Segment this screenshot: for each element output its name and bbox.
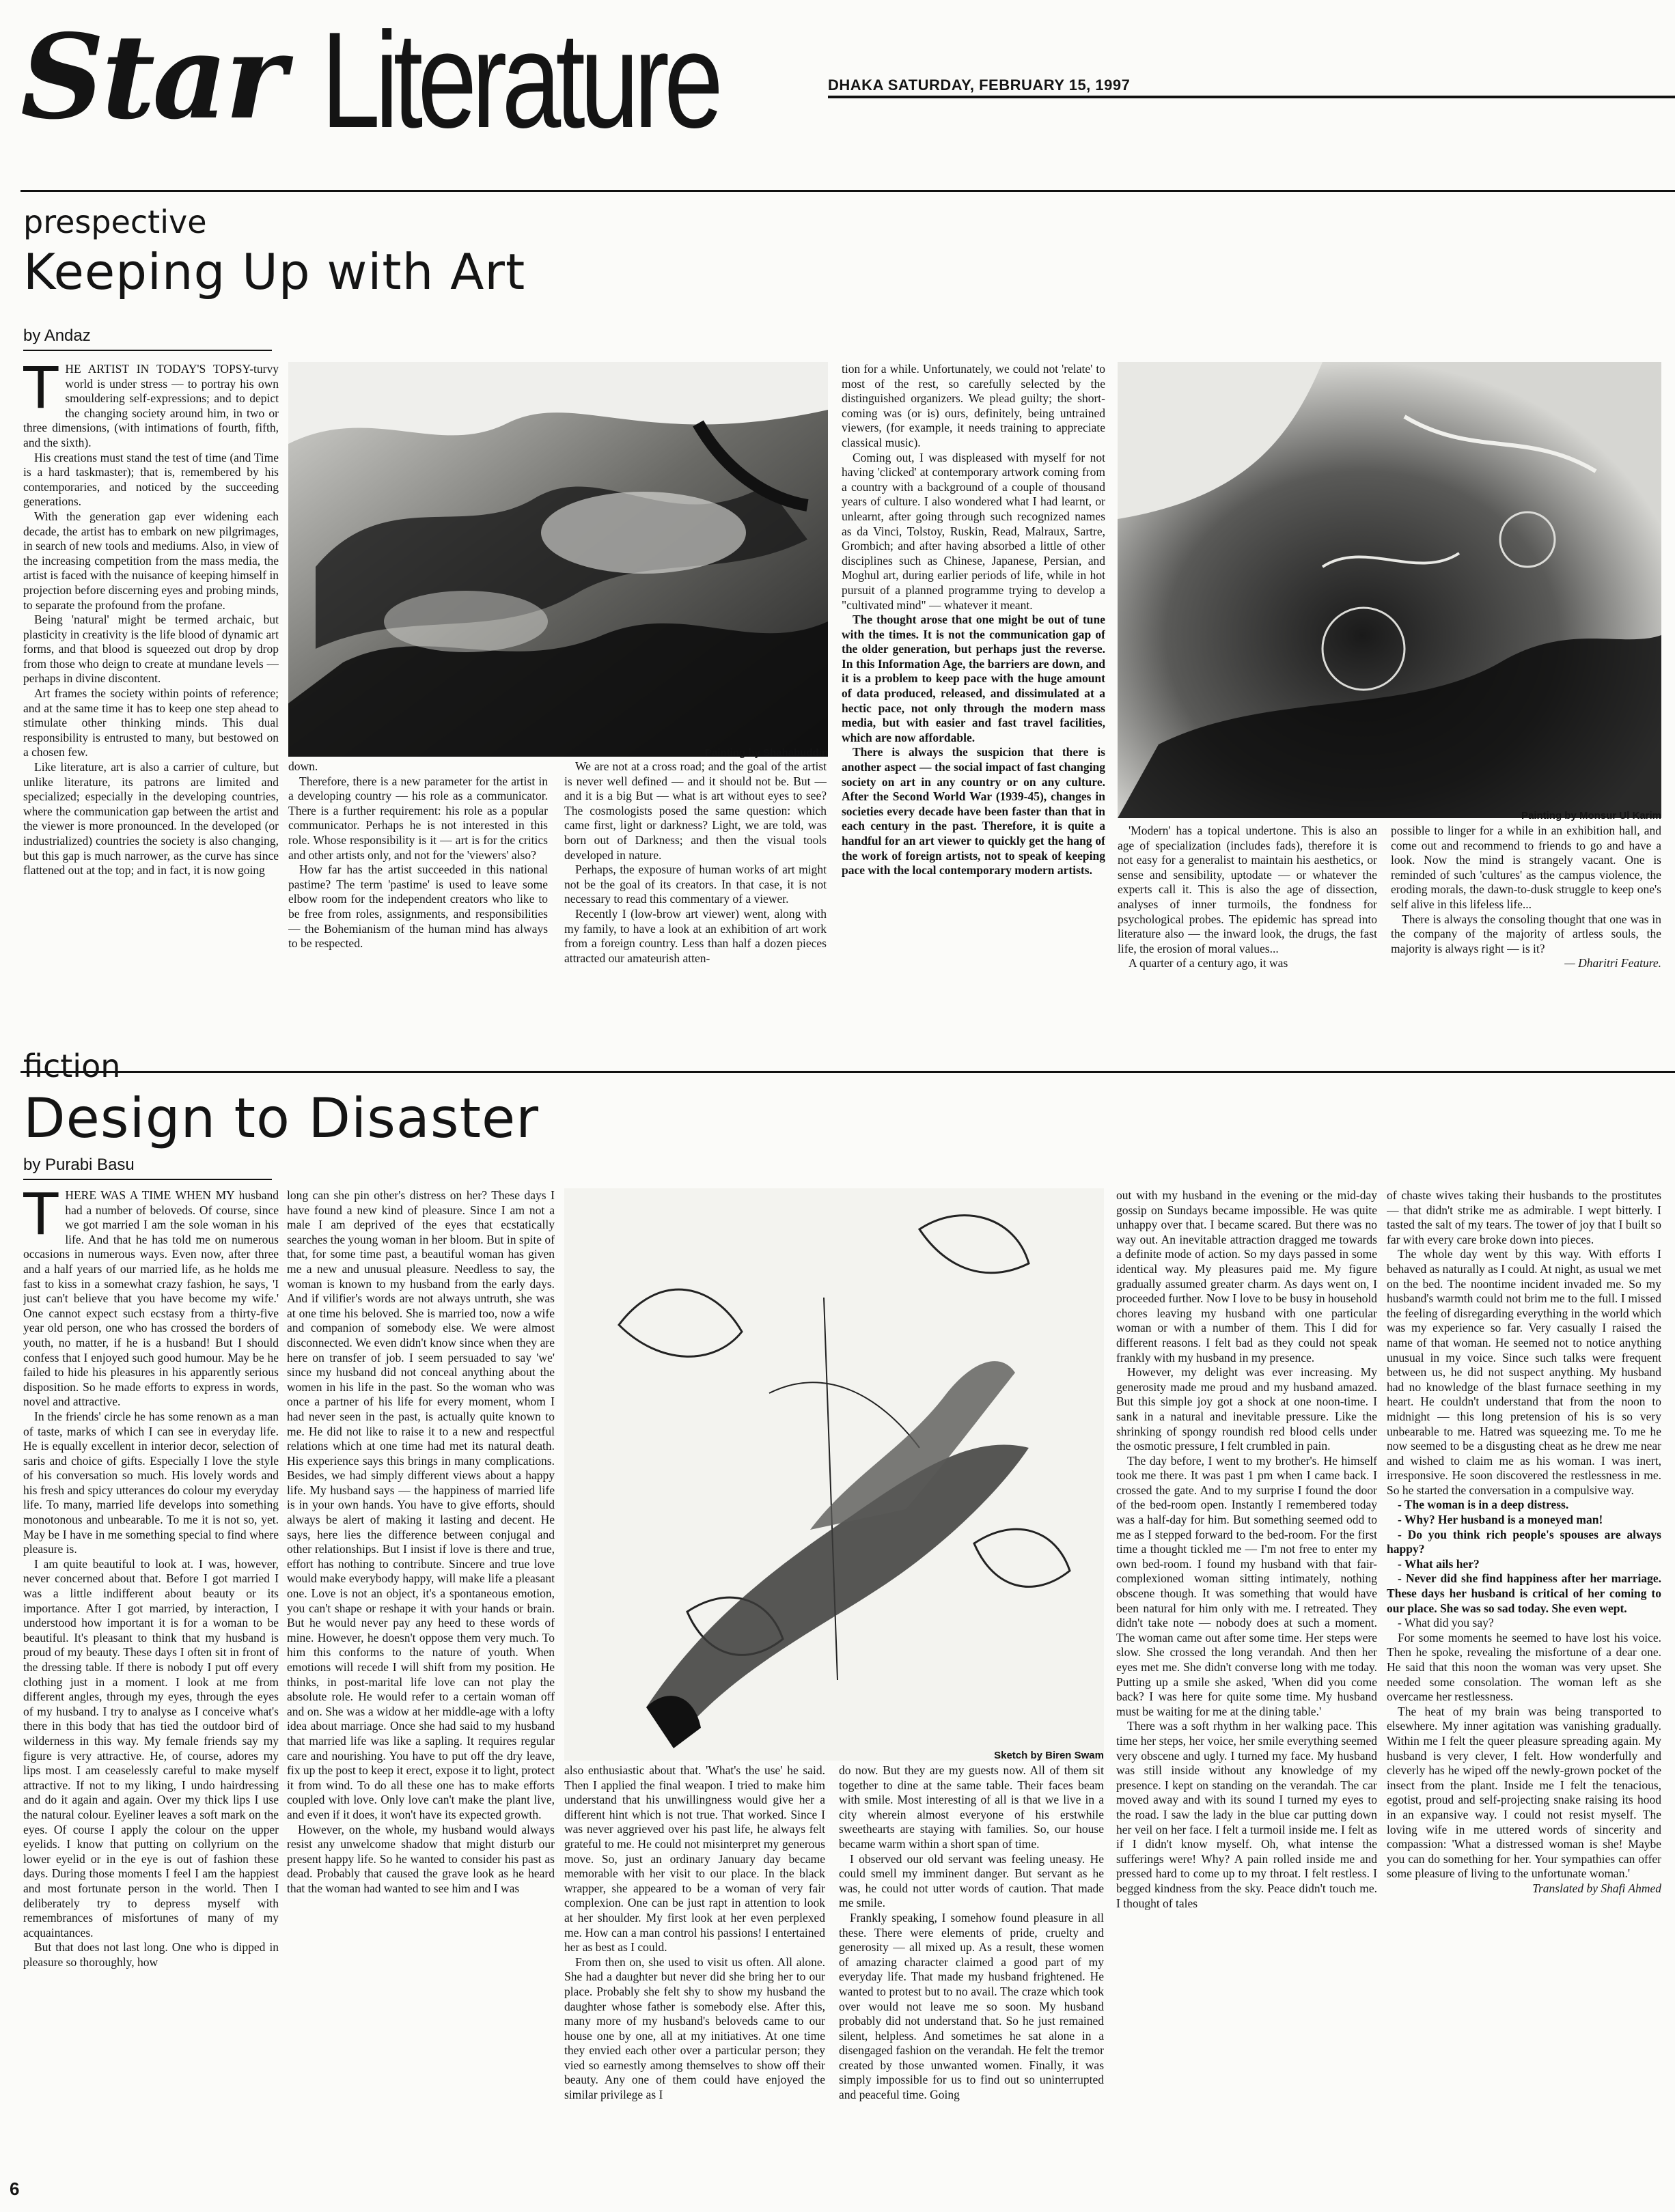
article1-painting-1 [288,362,828,757]
paragraph: Perhaps, the exposure of human works of art might not be the goal of its creators. In that case, it is not necessary to read this commentary of a viewer. [564,863,827,906]
masthead-section-title: Literature [321,4,719,156]
page-number: 6 [10,2179,20,2199]
dialogue-line: - Why? Her husband is a moneyed man! [1398,1513,1603,1527]
paragraph: For some moments he seemed to have lost his voice. Then he spoke, revealing the misfortune of a dear one. He said that this noon the woman was very upset. She needed some consolation. The woman left as she overcame her restlessness. [1387,1630,1661,1704]
article1-painting-1-caption: Painting by Shahabuddin [705,747,828,759]
paragraph: A quarter of a century ago, it was [1129,956,1288,970]
paragraph: However, my delight was ever increasing. My generosity made me proud and my husband amazed. But this simple joy got a shock at one noon-time. I sank in a natural and inevitable pressure. Like the shrinking of spongy roundish red blood cells under the osmotic pressure, I felt crumbled in pain. [1116,1365,1377,1453]
article1-byline-rule [23,350,272,351]
paragraph: Art frames the society within points of reference; and at the same time it has to keep one step ahead to stimulate other thinking minds. This dual responsibility is entrusted to many, but bestowed on a chosen few. [23,686,279,759]
dialogue-line: - Do you think rich people's spouses are always happy? [1387,1527,1661,1556]
paragraph: of chaste wives taking their husbands to the prostitutes — that didn't strike me as admirable. I wept bitterly. I tasted the salt of my tears. The tower of joy that I built so far with every care broke down into pieces. [1387,1188,1661,1246]
article1-title: Keeping Up with Art [23,243,526,300]
paragraph: I am quite beautiful to look at. I was, however, never concerned about that. Before I got married I was a little indifferent about beauty or its importance. After I got married, by interaction, I understood how important it is for a woman to be beautiful. It's pleasant to think that my husband is proud of my beauty. These days I often sit in front of the dressing table. If there is nobody I put off every clothing just in a moment. I look at me from different angles, through my eyes, through the eyes of my husband. I try to analyse as I conceive what's there in this body that has tied the outdoor bird of wilderness in this way. My female friends say my figure is very attractive. He, of course, adores my lips most. I am ceaselessly careful to make myself attractive. If not to my liking, I undo hairdressing and do it again and again. Over my thick lips I use the natural colour. Eyeliner leaves a soft mark on the eyes. Of course I apply the colour on the upper eyelids. I know that putting on collyrium on the lower eyelid or in the eye is out of fashion these days. During those moments I feel I am the happiest and most fortunate person in the world. Then I deliberately try to depress myself with remembrances of misfortunes of many of my acquaintances. [23,1556,279,1940]
dialogue-line: - The woman is in a deep distress. [1398,1498,1569,1512]
sketch-hand-flowers-image [564,1188,1104,1761]
article1-column-2 [288,759,548,1067]
paragraph: 'Modern' has a topical undertone. This is also an age of specialization (includes fads), therefore it is not easy for a generalist to maintain his aesthetics, or sense and sensibility, uptodate — or whatever the experts call it. This is also the age of dissection, analyses of inner turmoils, the fondness for psychological probes. The epidemic has spread into literature also — the inward look, the drugs, the fast life, the erosion of moral values... [1118,824,1377,955]
paragraph: Coming out, I was displeased with myself for not having 'clicked' at contemporary artwork coming from a country with a background of a couple of thousand years of culture. I also wondered what I had learnt, or unlearnt, after going through such recognized names as da Vinci, Tolstoy, Ruskin, Read, Malraux, Sartre, Grombich; and after having absorbed a little of other disciplines such as Chinese, Japanese, Persian, and Moghul art, during earlier periods of life, while in hot pursuit of a planned programme trying to develop a "cultivated mind" — whatever it meant. [842,450,1105,612]
paragraph: We are not at a cross road; and the goal of the artist is never well defined — and it should not be. But — and it is a big But — what is art without eyes to see? The cosmologists posed the same question: which came first, light or darkness? Light, we are told, was born out of Darkness; and then the visual tools developed in nature. [564,759,827,862]
paragraph: But that does not last long. One who is dipped in pleasure so thoroughly, how [23,1940,279,1969]
article1-painting-2 [1118,362,1661,818]
paragraph: There is always the suspicion that there is another aspect — the social impact of fast changing society on art in any country or on any culture. After the Second World War (1939-45), changes in societies every decade have been faster than that in each century in the past. Therefore, it is quite a handful for an art viewer to quickly get the hang of the work of foreign artists, not to speak of keeping pace with the local contemporary modern artists. [842,745,1105,878]
paragraph: out with my husband in the evening or the mid-day gossip on Sundays became impossible. He was quite unhappy over that. I became scared. But there was no way out. An inevitable attraction dragged me towards a definite mode of action. So my days passed in some identical way. My pleasures paid me. My figure gradually assumed greater charm. As days went on, I proceeded further. Now I love to be busy in household chores leaving my husband with one particular woman or with a number of them. This I did for different reasons. I felt bad as they could not speak frankly with my husband in my presence. [1116,1188,1377,1364]
article1-dropcap: T [23,362,59,421]
article2-dropcap: T [23,1188,59,1248]
article1-column-5 [1118,824,1377,1067]
article2-title: Design to Disaster [23,1087,540,1150]
paragraph: There is always the consoling thought that one was in the company of the majority of artless souls, the majority is always right — is it? [1391,912,1661,955]
paragraph: From then on, she used to visit us often. All alone. She had a daughter but never did she bring her to our place. Probably she felt shy to show my husband the daughter whose father is somebody else. After this, many more of my husband's beloveds came to our house one by one, all at my initiatives. At one time they envied each other over a particular person; they vied so earnestly among themselves to show off their beauty. Any one of them could have enjoyed the similar privilege as I [564,1955,825,2102]
article2-column-6 [1387,1188,1661,2185]
masthead-logo: Star [20,9,284,145]
article1-painting-2-caption: Painting by Monsur Ul Karim [1521,810,1661,822]
paragraph: do now. But they are my guests now. All of them sit together to dine at the same table. Their faces beam with smile. Most interesting of all is that we live in a city wherein almost everyone of his erstwhile sweethearts are staying with families. So, our house became warm within a short span of time. [839,1763,1104,1851]
article2-kicker: fiction [23,1048,121,1084]
article1-column-1 [23,362,279,1065]
paragraph: down. [288,759,318,773]
paragraph: With the generation gap ever widening each decade, the artist has to embark on new pilgrimages, in search of new tools and mediums. Also, in view of the increasing competition from the mass media, the artist is faced with the nuisance of keeping himself in projection before discerning eyes and probing minds, to separate the profound from the profane. [23,509,279,612]
article1-signoff: — Dharitri Feature. [1564,956,1661,970]
article2-column-2 [287,1188,555,2185]
article1-column-6 [1391,824,1661,1067]
article2-column-3 [564,1763,825,2185]
paragraph: The thought arose that one might be out of tune with the times. It is not the communication gap of the older generation, but perhaps just the reverse. In this Information Age, the barriers are down, and it is a problem to keep pace with the huge amount of data produced, released, and dissimulated at a hectic pace, not only through the modern mass media, but with easier and fast travel facilities, which are now affordable. [842,613,1105,744]
article1-byline: by Andaz [23,326,91,345]
article2-byline: by Purabi Basu [23,1156,135,1174]
paragraph: The day before, I went to my brother's. He himself took me there. It was past 1 pm when I came back. I crossed the gate. And to my surprise I found the door of the bed-room open. Instantly I remembered today was a half-day for him. But something seemed odd to me as I stepped forward to the bed-room. For the first time a thought tickled me — I'm not free to enter my own bed-room. I found my husband with that fair-complexioned woman sitting intimately, nothing obscene though. It was something that would have been natural for him only with me. I retreated. They didn't take note — nobody does at such a moment. The woman came out after some time. Her steps were slow. She crossed the long verandah. And then her eyes met me. She didn't converse long with me today. Putting up a smile she asked, 'When did you come back? I was here for quite some time. My husband must be waiting for me at the dining table.' [1116,1453,1377,1718]
paragraph: long can she pin other's distress on her? These days I have found a new kind of pleasure. Since I am not a male I am deprived of the eyes that ecstatically searches the young woman in her bloom. But in spite of that, for some time past, a beautiful woman has given me a new and unusual pleasure. Needless to say, the woman is known to my husband from the early days. And if vilifier's words are not always untruth, she was at one time his beloved. She is married too, now a wife and companion of somebody else. We were almost disconnected. We even didn't know since when they are here on transfer of job. I seem persuaded to say 'we' since my husband did not conceal anything about the women in his life in the past. So the woman who was once a partner of his life for every moment, whom I had never seen in the past, is actually quite known to me. He did not like to raise it to a new and respectful relations which at one time had met its natural death. His experience says this brings in many complications. Besides, we had simply different views about a happy life. My husband says — the happiness of married life is in your own hands. You have to give efforts, should always be alert of making it lasting and decent. He says, here lies the difference between conjugal and other relationships. But I insist if love is there and true, effort has nothing to contribute. Sincere and true love would make everybody happy, will make life a pleasant one. Love is not an object, it's a spontaneous emotion, you can't shape or reshape it with your hands or brain. But he would never pay any heed to these words of mine. However, he doesn't oppose them very much. To him this conforms to the nature of youth. When emotions will recede I will shift from my position. He thinks, in post-marital life love can not play the absolute role. He would refer to a certain woman off and on. She was a widow at her middle-age with a lofty idea about marriage. Once she had said to my husband that married life was like a sapling. It requires regular care and nourishing. You have to put off the dry leave, fix up the post to keep it erect, expose it to light, protect it from wind. To do all these one has to make efforts coupled with love. Only love can't make the plant live, and even if it does, it won't have its expected growth. [287,1188,555,1821]
paragraph: possible to linger for a while in an exhibition hall, and come out and recommend to friends to go and have a look. Now the mind is strangely vacant. One is reminded of such 'cultures' as the campus violence, the eroding morals, the dawn-to-dusk struggle to keep one's self alive in this lifeless life... [1391,824,1661,911]
masthead-bottom-rule [20,190,1675,192]
dialogue-line: - Never did she find happiness after her marriage. These days her husband is critical of her coming to our place. She was so sad today. She even wept. [1387,1571,1661,1615]
paragraph: The whole day went by this way. With efforts I behaved as naturally as I could. At night, as usual we met on the bed. The noontime incident invaded me. So my husband's warmth could not brim me to the full. I missed the feeling of disregarding everything in the world which was my experience so far. Very casually I raised the name of that woman. He seemed not to notice anything unusual in my voice. Since such talks were frequent between us, he did not suspect anything. My husband had no knowledge of the blast furnace seething in my heart. He couldn't understand that from the noon to midnight — this long pretension of his is so very unbearable to me. Hatred was squeezing me. To me he now seemed to be a disgusting cheat as he drew me near and wished to claim me as his woman. I was inert, irresponsive. He soon discovered the restlessness in me. So he started the conversation in a compulsive way. [1387,1247,1661,1497]
paragraph: In the friends' circle he has some renown as a man of taste, marks of which I can see in everyday life. He is equally excellent in interior decor, selection of saris and choice of gifts. Especially I love the style of his conversation so much. His lovely words and his fresh and spicy utterances do colour my everyday life. To many, married life develops into something monotonous and unbearable. To me it is not so, yet. May be I have in me something special to find where pleasure is. [23,1409,279,1556]
dialogue-line: - What did you say? [1398,1616,1494,1630]
dialogue-line: - What ails her? [1398,1556,1480,1571]
article1-kicker: prespective [23,204,207,240]
paragraph: HE ARTIST IN TODAY'S TOPSY-turvy world is under stress — to portray his own smouldering self-expressions; and to depict the changing society around him, in two or three dimensions, (with intimations of fourth, fifth, and the sixth). [23,362,279,449]
paragraph: HERE WAS A TIME WHEN MY husband had a number of beloveds. Of course, since we got married I am the sole woman in his life. And that he has told me on numerous occasions in numerous ways. Even now, after three and a half years of our married life, as he holds me fast to kiss in a somewhat crazy fashion, he says, 'I just can't believe that you have become my wife.' One cannot expect such ecstasy from a thirty-five year old person, one who has crossed the borders of youth, no matter, if he is a husband! But I should confess that I enjoyed such good humour. May be he failed to hide his pleasures in his apparently serious disposition. So he made efforts to express in words, novel and attractive. [23,1188,279,1409]
article2-column-4 [839,1763,1104,2185]
paragraph: Recently I (low-brow art viewer) went, along with my family, to have a look at an exhibition of art work from a foreign country. Less than half a dozen pieces attracted our amateurish atten- [564,906,827,965]
article2-column-1 [23,1188,279,2185]
article2-column-5 [1116,1188,1377,2185]
article2-byline-rule [23,1179,272,1180]
paragraph: Therefore, there is a new parameter for the artist in a developing country — his role as a communicator. There is a further requirement: his role as a popular communicator. Perhaps he is not interested in this role. Whose responsibility is it — art is for the critics and other artists only, and not for the 'viewers' also? [288,774,548,862]
article2-sketch [564,1188,1104,1761]
article2-translator: Translated by Shafi Ahmed [1532,1881,1661,1895]
article1-column-3 [564,759,827,1067]
dateline: DHAKA SATURDAY, FEBRUARY 15, 1997 [828,76,1131,94]
paragraph: Frankly speaking, I somehow found pleasure in all these. There were elements of pride, cruelty and generosity — all mixed up. As a result, these women of amazing character claimed a good part of my everyday life. That made my husband frightened. He wanted to protest but to no avail. The craze which took over would not leave me so soon. My husband probably did not understand that. So he just remained silent, helpless. And sometimes he sat alone in a disengaged fashion on the verandah. He felt the tremor created by those unwanted women. Finally, it was simply impossible for us to find out so uninterrupted and peaceful time. Going [839,1910,1104,2102]
section-divider [20,1071,1675,1073]
painting-figures-image [288,362,828,757]
paragraph: There was a soft rhythm in her walking pace. This time her steps, her voice, her smile everything seemed very obscene and ugly. I turned my face. My husband was still inside without any knowledge of my presence. I kept on standing on the verandah. The car moved away and with its sound I turned my eyes to the road. I saw the lady in the blue car putting down her veil on her face. I felt a turmoil inside me. I felt as if I didn't know myself. Oh, what intense the sufferings were! Why? A pain rolled inside me and pressed hard to come up to my throat. I felt restless. I begged kindness from the sky. Peace didn't touch me. I thought of tales [1116,1719,1377,1910]
paragraph: Being 'natural' might be termed archaic, but plasticity in creativity is the life blood of dynamic art forms, and that blood is squeezed out drop by drop from those who deign to create at mundane levels — perhaps in divine discontent. [23,613,279,686]
masthead-rule [828,96,1675,98]
paragraph: Like literature, art is also a carrier of culture, but unlike literature, its patrons are limited and specialized; especially in the developing countries, where the communication gap between the artist and the viewer is more pronounced. In the developed (or industrialized) countries the society is also changing, but this gap is much narrower, as the curve has since flattened out at the top; and in fact, it is now going [23,760,279,878]
paragraph: tion for a while. Unfortunately, we could not 'relate' to most of the rest, so carefully selected by the distinguished organizers. We plead guilty; the short-coming was (or is) ours, definitely, being untrained viewers, (for example, it needs training to appreciate classical music). [842,362,1105,449]
paragraph: also enthusiastic about that. 'What's the use' he said. Then I applied the final weapon. I tried to make him understand that his unwillingness would give her a different hint which is not true. That worked. Since I was never aggrieved over his past life, he always felt grateful to me. He could not misinterpret my generous move. So, just an ordinary January day became memorable with her visit to our place. In the black wrapper, she appeared to be a woman of very fair complexion. One can be just rapt in attention to look at her shoulder. My first look at her even perplexed me. How can a man control his passions! I entertained her as best as I could. [564,1763,825,1955]
paragraph: The heat of my brain was being transported to elsewhere. My inner agitation was vanishing gradually. Within me I felt the queer pleasure spreading again. My husband is very clever, I felt. How wonderfully and cleverly has he wiped off the newly-grown pocket of the insect from the plant. Inside me I felt the tenacious, egotist, proud and self-projecting snake raising its hood in an expansive way. I could not resist myself. The loving wife in me uttered words of sincerity and compassion: 'What a distressed woman is she! Maybe you can do something for her. Your sympathies can offer some pleasure of living to the unfortunate woman.' [1387,1704,1661,1881]
painting-abstract-image [1118,362,1661,818]
paragraph: However, on the whole, my husband would always resist any unwelcome shadow that might disturb our present happy life. So he wanted to consider his past as dead. Probably that caused the grave look as he heard that the woman had wanted to see him and I was [287,1822,555,1895]
article2-sketch-caption: Sketch by Biren Swam [994,1750,1104,1761]
paragraph: His creations must stand the test of time (and Time is a hard taskmaster); that is, remembered by his contemporaries, and noticed by the succeeding generations. [23,450,279,509]
article1-column-4 [842,362,1105,1067]
paragraph: How far has the artist succeeded in this national pastime? The term 'pastime' is used to leave some elbow room for the independent creators who like to be free from roles, assignments, and responsibilities — the Bohemianism of the human mind has always to be respected. [288,863,548,951]
paragraph: I observed our old servant was feeling uneasy. He could smell my imminent danger. But servant as he was, he could not utter words of caution. That made me smile. [839,1851,1104,1910]
